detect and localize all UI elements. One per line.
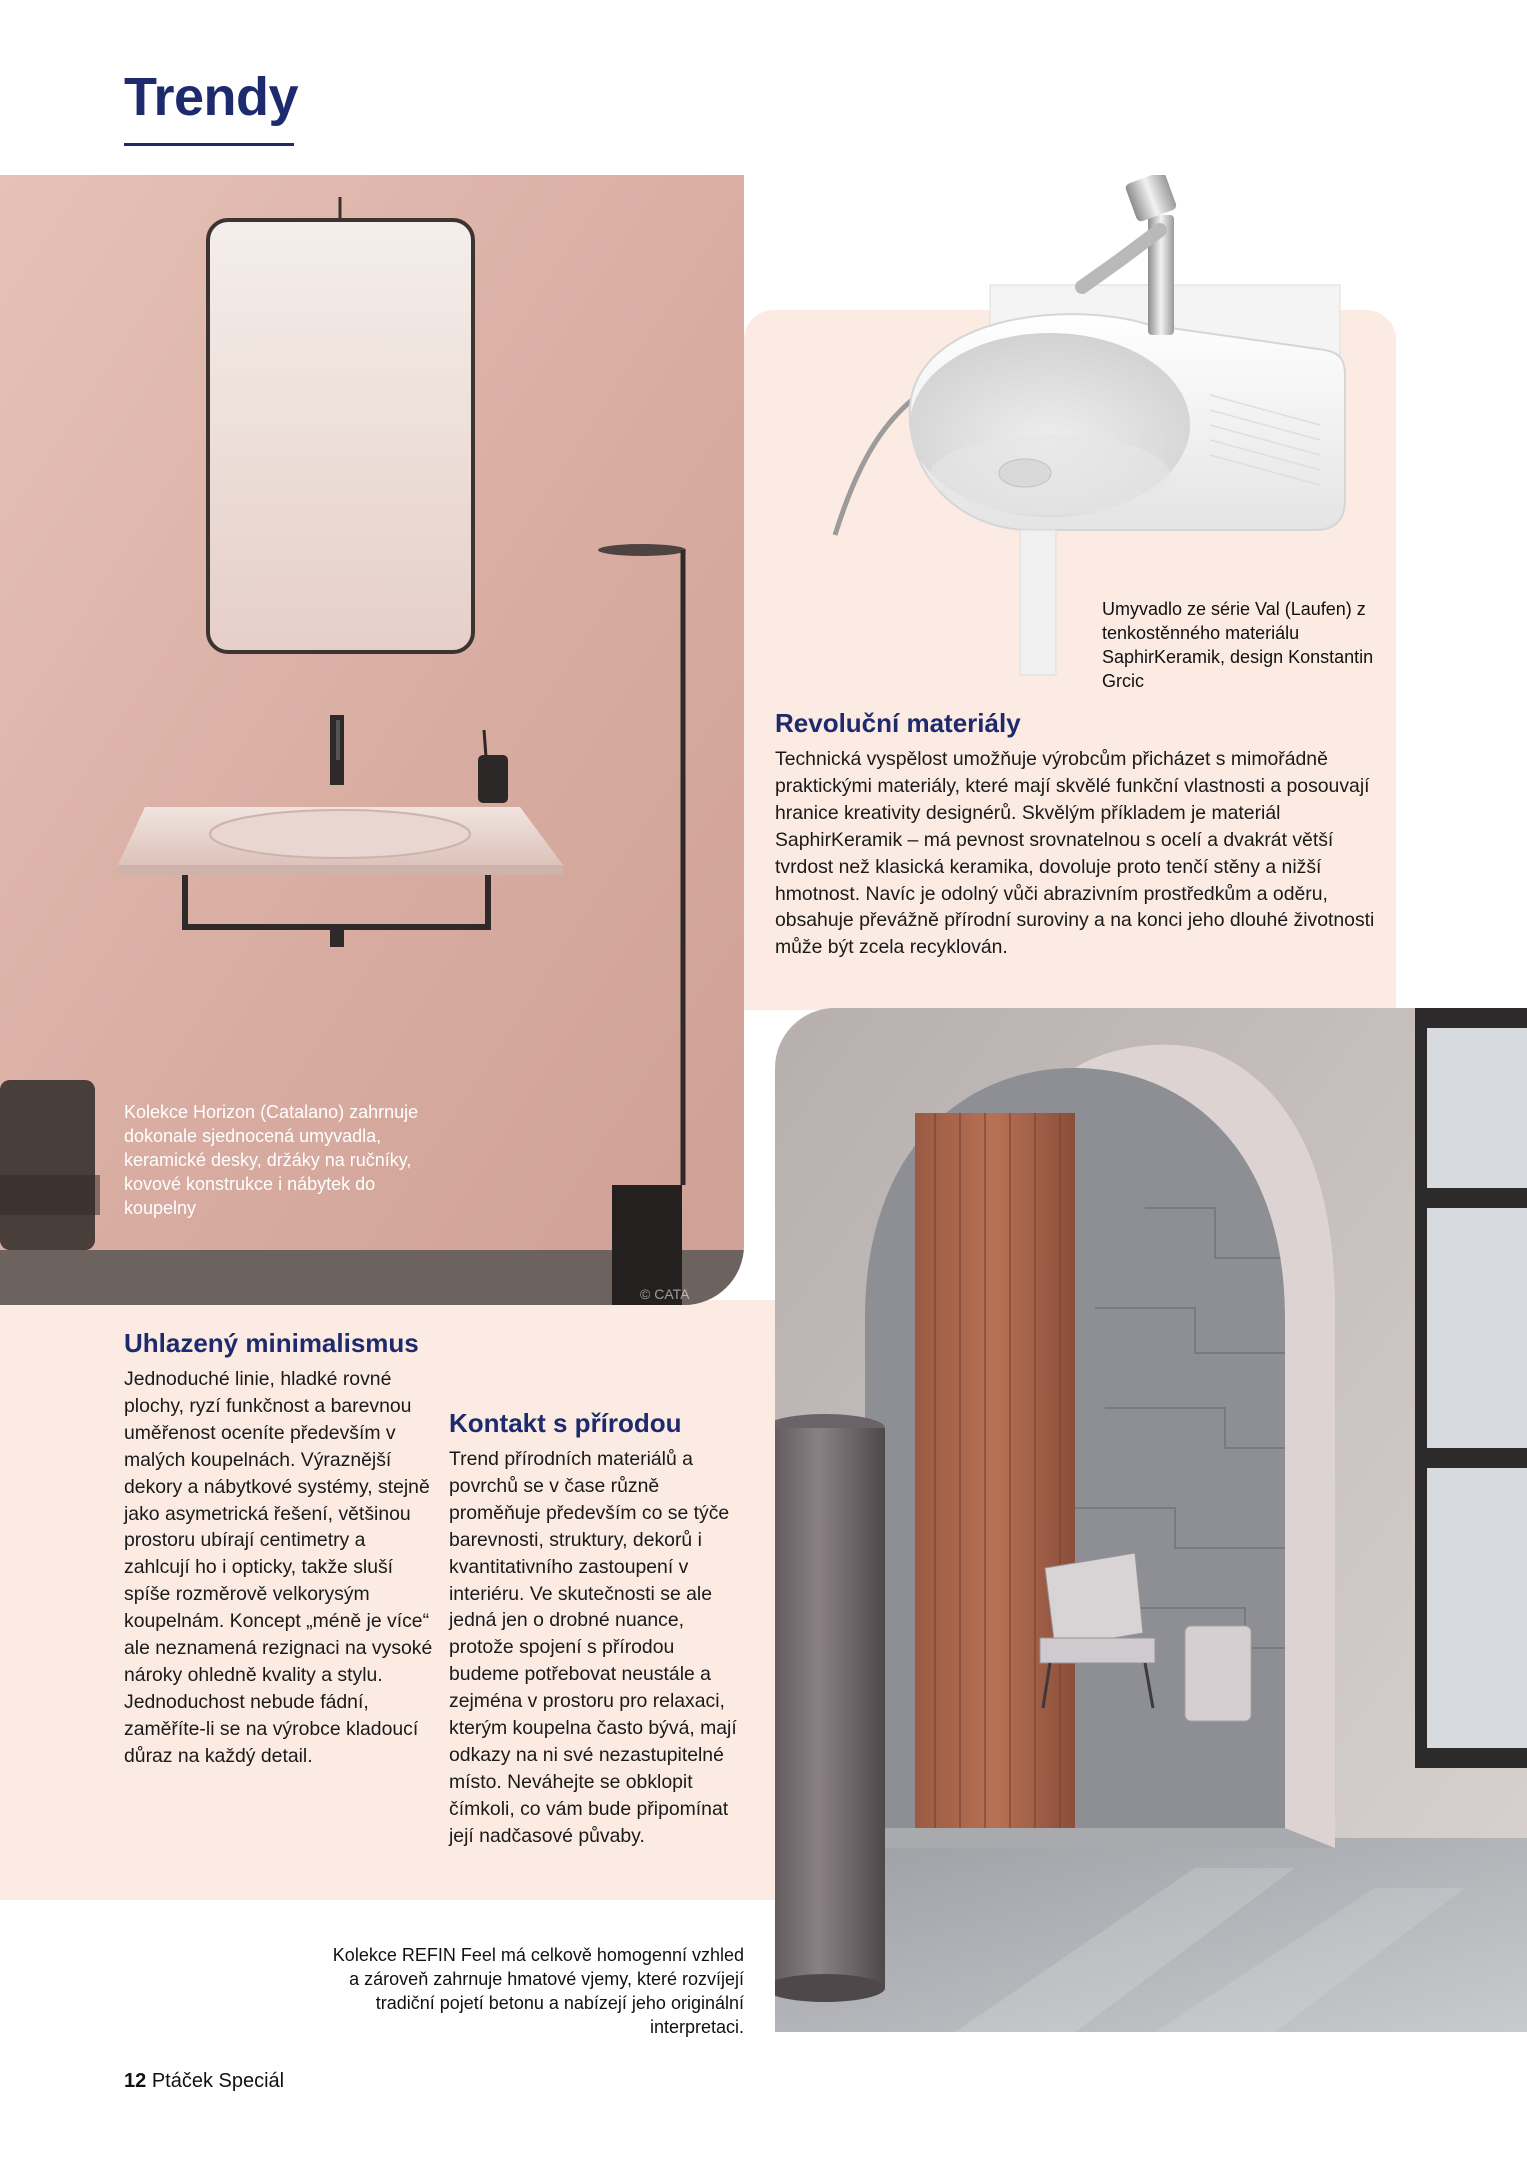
- heading-kontakt-s-prirodou: Kontakt s přírodou: [449, 1408, 682, 1438]
- horizon-caption: Kolekce Horizon (Catalano) zahrnuje dokonale sjednocená umyvadla, keramické desky, držáky na ručníky, kovové konstrukce i nábytek do koupelny: [124, 1102, 419, 1218]
- refin-feel-interior-photo: [775, 1008, 1527, 2032]
- page-footer: [124, 2070, 284, 2093]
- refin-interior-illustration: [775, 1008, 1527, 2032]
- text-uhlazeny-minimalismus: Jednoduché linie, hladké rovné plochy, ryzí funkčnost a barevnou uměřenost oceníte především v malých koupelnách. Výraznější dekory a nábytkové systémy, stejně jako asymetrická řešení, většinou prostoru ubírají centimetry a zahlcují ho i opticky, takže sluší spíše rozměrově velkorysým koupelnám. Koncept „méně je více“ ale neznamená rezignaci na vysoké nároky ohledně kvality a stylu. Jednoduchost nebude fádní, zaměříte-li se na výrobce kladoucí důraz na každý detail.: [124, 1368, 433, 1767]
- heading-uhlazeny-minimalismus: Uhlazený minimalismus: [124, 1328, 419, 1358]
- title-underline: [124, 143, 294, 146]
- page-title: Trendy: [124, 67, 299, 127]
- page-number: 12: [124, 2070, 147, 2092]
- refin-caption: Kolekce REFIN Feel má celkově homogenní vzhled a zároveň zahrnuje hmatové vjemy, které rozvíjejí tradiční pojetí betonu a nabízejí jeho originální interpretaci.: [332, 1945, 744, 2037]
- heading-revolucni-materialy: Revoluční materiály: [775, 708, 1021, 738]
- val-caption: Umyvadlo ze série Val (Laufen) z tenkostěnného materiálu SaphirKeramik, design Konstantin Grcic: [1102, 599, 1374, 691]
- text-kontakt-s-prirodou: Trend přírodních materiálů a povrchů se v čase různě proměňuje především co se týče barevnosti, struktury, dekorů i kvantitativního zastoupení v interiéru. Ve skutečnosti se ale jedná jen o drobné nuance, protože spojení s přírodou budeme potřebovat neustále a zejména v prostoru pro relaxaci, kterým koupelna často bývá, mají odkazy na ni své nezastupitelné místo. Neváhejte se obklopit čímkoli, co vám bude připomínat její nadčasové půvaby.: [449, 1448, 737, 1847]
- magazine-name: Ptáček Speciál: [151, 2070, 285, 2092]
- text-revolucni-materialy: Technická vyspělost umožňuje výrobcům přicházet s mimořádně praktickými materiály, které mají skvělé funkční vlastnosti a posouvají hranice kreativity designérů. Skvělým příkladem je materiál SaphirKeramik – má pevnost srovnatelnou s ocelí a dvakrát větší tvrdost než klasická keramika, dovoluje proto tenčí stěny a nižší hmotnost. Navíc je odolný vůči abrazivním prostředkům a oděru, obsahuje převážně přírodní suroviny a na konci jeho dlouhé životnosti může být zcela recyklován.: [775, 748, 1375, 959]
- photo-watermark: © CATA: [640, 1286, 690, 1302]
